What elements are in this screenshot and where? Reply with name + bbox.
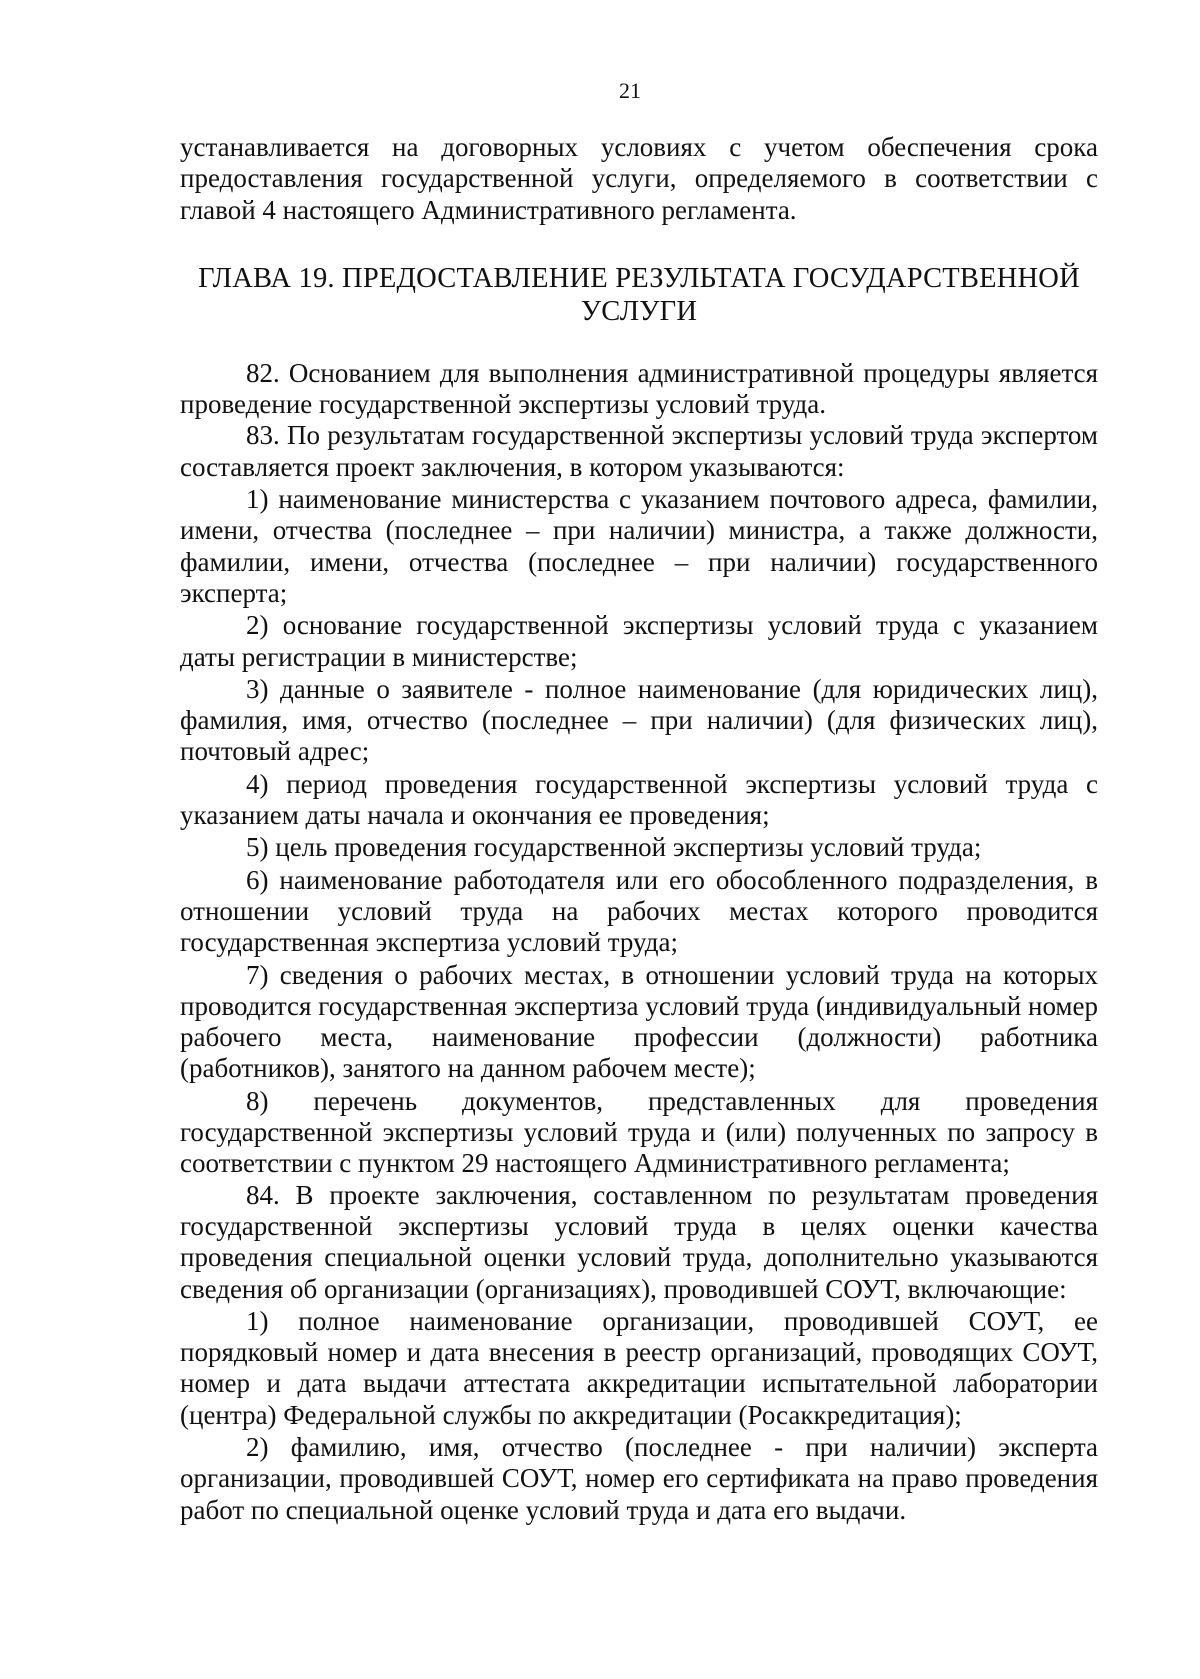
document-body	[180, 132, 1098, 1526]
list-item-84-1: 1) полное наименование организации, проводившей СОУТ, ее порядковый номер и дата внесения в реестр организаций, проводящих СОУТ, номер и дата выдачи аттестата аккредитации испытательной лаборатории (центра) Федеральной службы по аккредитации (Росаккредитация);	[180, 1305, 1098, 1430]
paragraph-82: 82. Основанием для выполнения административной процедуры является проведение государственной экспертизы условий труда.	[180, 357, 1098, 420]
list-item-83-8: 8) перечень документов, представленных для проведения государственной экспертизы условий труда и (или) полученных по запросу в соответствии с пунктом 29 настоящего Административного регламента;	[180, 1085, 1098, 1179]
list-item-83-3: 3) данные о заявителе - полное наименование (для юридических лиц), фамилия, имя, отчество (последнее – при наличии) (для физических лиц), почтовый адрес;	[180, 673, 1098, 767]
intro-paragraph: устанавливается на договорных условиях с учетом обеспечения срока предоставления государственной услуги, определяемого в соответствии с главой 4 настоящего Административного регламента.	[180, 132, 1098, 225]
list-item-83-1: 1) наименование министерства с указанием почтового адреса, фамилии, имени, отчества (последнее – при наличии) министра, а также должности, фамилии, имени, отчества (последнее – при наличии) государственного эксперта;	[180, 484, 1098, 608]
list-item-84-2: 2) фамилию, имя, отчество (последнее - при наличии) эксперта организации, проводившей СОУТ, номер его сертификата на право проведения работ по специальной оценке условий труда и дата его выдачи.	[180, 1431, 1098, 1525]
paragraph-83: 83. По результатам государственной экспертизы условий труда экспертом составляется проект заключения, в котором указываются:	[180, 420, 1098, 482]
list-item-83-7: 7) сведения о рабочих местах, в отношении условий труда на которых проводится государственная экспертиза условий труда (индивидуальный номер рабочего места, наименование профессии (должности) работника (работников), занятого на данном рабочем месте);	[180, 959, 1098, 1084]
list-item-83-5: 5) цель проведения государственной экспертизы условий труда;	[246, 832, 982, 863]
chapter-heading-line-1: ГЛАВА 19. ПРЕДОСТАВЛЕНИЕ РЕЗУЛЬТАТА ГОСУДАРСТВЕННОЙ	[198, 262, 1080, 294]
page-number: 21	[619, 78, 641, 103]
list-item-83-4: 4) период проведения государственной экспертизы условий труда с указанием даты начала и окончания ее проведения;	[180, 768, 1098, 831]
list-item-83-2: 2) основание государственной экспертизы условий труда с указанием даты регистрации в министерстве;	[180, 610, 1098, 672]
chapter-heading	[180, 262, 1098, 328]
chapter-heading-line-2: УСЛУГИ	[580, 295, 698, 327]
list-item-83-6: 6) наименование работодателя или его обособленного подразделения, в отношении условий труда на рабочих местах которого проводится государственная экспертиза условий труда;	[180, 864, 1098, 958]
paragraph-84: 84. В проекте заключения, составленном по результатам проведения государственной экспертизы условий труда в целях оценки качества проведения специальной оценки условий труда, дополнительно указываются сведения об организации (организациях), проводившей СОУТ, включающие:	[180, 1179, 1098, 1304]
